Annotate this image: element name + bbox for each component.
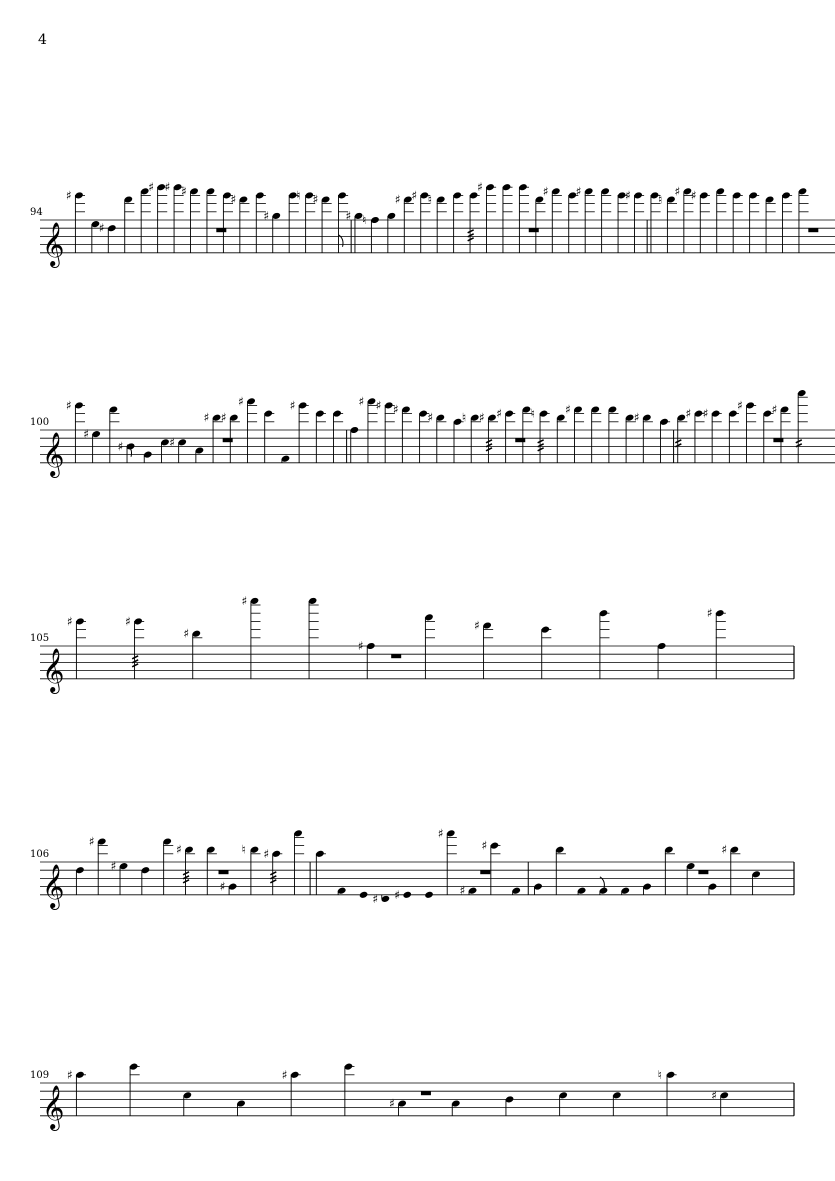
tremolo-slash-icon	[468, 238, 474, 241]
staff-system	[30, 826, 794, 910]
note	[751, 870, 761, 895]
sharp-icon: ♯	[481, 838, 488, 853]
sharp-icon: ♯	[176, 842, 182, 857]
note	[657, 642, 667, 679]
note	[282, 1068, 301, 1116]
note	[118, 439, 136, 462]
sharp-icon: ♯	[164, 180, 171, 195]
note	[608, 405, 619, 462]
note	[708, 883, 718, 895]
sharp-icon: ♯	[66, 188, 72, 203]
sharp-icon: ♯	[474, 618, 480, 633]
note	[181, 184, 200, 253]
note	[568, 191, 579, 252]
note	[141, 866, 151, 895]
sharp-icon: ♯	[125, 614, 131, 629]
tremolo-slash-icon	[270, 872, 276, 875]
sharp-icon: ♯	[238, 394, 244, 409]
note	[290, 398, 309, 462]
sharp-icon: ♯	[625, 188, 631, 203]
note	[659, 418, 670, 463]
note	[576, 184, 595, 253]
note	[599, 877, 609, 895]
note	[263, 209, 281, 253]
note	[308, 597, 319, 679]
sharp-icon: ♯	[345, 208, 352, 223]
sharp-icon: ♯	[281, 1067, 288, 1082]
natural-icon: ♮	[296, 188, 301, 203]
sharp-icon: ♯	[392, 402, 399, 417]
note	[468, 191, 480, 252]
tremolo-slash-icon	[132, 664, 138, 667]
sharp-icon: ♯	[183, 626, 190, 641]
sharp-icon: ♯	[357, 639, 364, 653]
sharp-icon: ♯	[575, 184, 582, 199]
note	[748, 191, 759, 252]
note	[460, 870, 491, 898]
note	[428, 193, 447, 253]
sharp-icon: ♯	[148, 180, 155, 195]
natural-icon: ♮	[241, 842, 246, 857]
notehead	[359, 891, 369, 899]
note	[345, 208, 367, 253]
note	[393, 403, 412, 463]
note	[337, 887, 347, 895]
natural-icon: ♮	[658, 192, 663, 207]
sharp-icon: ♯	[737, 398, 743, 413]
sharp-icon: ♯	[181, 184, 187, 199]
note	[711, 1088, 729, 1116]
treble-clef-icon: 𝄞	[42, 221, 65, 266]
measure-number: 94	[30, 207, 43, 218]
treble-clef-icon: 𝄞	[42, 863, 65, 908]
tremolo-slash-icon	[538, 440, 544, 443]
whole-rest-icon	[515, 438, 525, 442]
sharp-icon: ♯	[565, 402, 571, 417]
note	[781, 191, 792, 252]
whole-rest-icon	[808, 228, 818, 232]
note	[565, 403, 584, 463]
note	[124, 195, 135, 252]
note	[230, 193, 249, 253]
note	[737, 398, 756, 462]
note	[438, 826, 457, 895]
note	[89, 835, 108, 895]
note	[599, 609, 610, 679]
tremolo-slash-icon	[796, 440, 802, 443]
note	[315, 850, 326, 895]
sharp-icon: ♯	[358, 394, 365, 409]
note	[424, 891, 434, 899]
sharp-icon: ♯	[394, 887, 400, 902]
note	[75, 866, 85, 895]
note	[772, 403, 791, 463]
note	[242, 594, 261, 679]
sharp-icon: ♯	[312, 192, 319, 207]
note	[765, 195, 776, 252]
note	[358, 639, 401, 679]
note	[533, 883, 543, 895]
note	[474, 619, 493, 679]
note	[505, 1095, 515, 1115]
tremolo-slash-icon	[132, 656, 138, 659]
note	[376, 398, 395, 462]
sharp-icon: ♯	[88, 834, 95, 849]
note	[238, 394, 257, 463]
note	[162, 837, 173, 894]
sharp-icon: ♯	[477, 180, 483, 195]
note	[143, 451, 153, 463]
sharp-icon: ♯	[98, 221, 105, 236]
sharp-icon: ♯	[771, 402, 778, 417]
music-systems	[30, 180, 835, 1131]
treble-clef-icon: 𝄞	[42, 647, 65, 692]
note	[389, 1091, 431, 1116]
whole-rest-icon	[529, 228, 539, 232]
note	[732, 191, 743, 252]
note	[350, 426, 360, 463]
measure-number: 106	[30, 849, 50, 860]
sharp-icon: ♯	[542, 184, 549, 199]
whole-rest-icon	[216, 228, 226, 232]
tremolo-slash-icon	[183, 872, 189, 875]
tremolo-slash-icon	[468, 230, 474, 233]
sharp-icon: ♯	[711, 1088, 718, 1103]
note	[535, 195, 546, 252]
page-number: 4	[38, 32, 47, 48]
whole-rest-icon	[223, 438, 233, 442]
sharp-icon: ♯	[263, 208, 270, 223]
note	[612, 1091, 622, 1116]
treble-clef-icon: 𝄞	[42, 1084, 65, 1129]
note	[281, 455, 291, 463]
sharp-icon: ♯	[394, 192, 401, 207]
natural-icon: ♮	[427, 192, 433, 207]
sharp-icon: ♯	[427, 410, 434, 425]
sharp-icon: ♯	[685, 406, 692, 421]
measure-number: 109	[30, 1070, 50, 1081]
note	[707, 606, 726, 679]
sharp-icon: ♯	[169, 435, 176, 450]
sharp-icon: ♯	[633, 410, 640, 425]
note	[502, 183, 513, 253]
sharp-icon: ♯	[289, 398, 296, 413]
note	[543, 184, 562, 253]
natural-icon: ♮	[530, 406, 535, 421]
whole-rest-icon	[480, 870, 490, 874]
note	[313, 193, 332, 253]
staff-system	[30, 594, 794, 694]
note	[387, 212, 397, 253]
note	[109, 405, 120, 462]
note	[183, 1091, 193, 1116]
sharp-icon: ♯	[66, 398, 72, 413]
whole-rest-icon	[421, 1091, 431, 1095]
tremolo-slash-icon	[183, 880, 189, 883]
sharp-icon: ♯	[706, 606, 713, 621]
tremolo-slash-icon	[486, 448, 492, 451]
sharp-icon: ♯	[690, 188, 697, 203]
treble-clef-icon: 𝄞	[42, 431, 65, 476]
sharp-icon: ♯	[459, 883, 466, 898]
sharp-icon: ♯	[263, 846, 270, 861]
sharp-icon: ♯	[389, 1096, 395, 1111]
measure-number: 105	[30, 633, 50, 644]
natural-icon: ♮	[362, 213, 367, 227]
note	[263, 847, 282, 895]
whole-rest-icon	[219, 870, 229, 874]
whole-rest-icon	[773, 438, 783, 442]
note	[558, 1091, 568, 1116]
sharp-icon: ♯	[496, 406, 503, 421]
tremolo-slash-icon	[538, 448, 544, 451]
whole-rest-icon	[698, 870, 708, 874]
sharp-icon: ♯	[702, 406, 709, 421]
staff-system	[30, 389, 835, 478]
note	[66, 188, 85, 252]
sharp-icon: ♯	[83, 427, 90, 442]
notehead	[424, 891, 434, 899]
sharp-icon: ♯	[479, 410, 485, 425]
note	[591, 405, 602, 462]
note	[111, 859, 129, 895]
sharp-icon: ♯	[721, 842, 728, 857]
sharp-icon: ♯	[203, 410, 210, 425]
note	[359, 394, 378, 463]
note	[66, 398, 85, 462]
tremolo-slash-icon	[486, 440, 492, 443]
sharp-icon: ♯	[230, 192, 237, 207]
sharp-icon: ♯	[241, 593, 248, 608]
note	[658, 1068, 677, 1116]
note	[83, 427, 101, 463]
sharp-icon: ♯	[219, 879, 226, 894]
note	[796, 389, 808, 463]
sharp-icon: ♯	[117, 439, 124, 454]
note	[169, 435, 187, 463]
note	[220, 880, 238, 895]
note	[511, 887, 521, 895]
sharp-icon: ♯	[67, 614, 73, 629]
note	[125, 614, 144, 678]
note	[67, 614, 86, 678]
note	[625, 188, 644, 252]
sharp-icon: ♯	[220, 410, 227, 425]
sharp-icon: ♯	[375, 398, 382, 413]
tremolo-slash-icon	[675, 440, 681, 443]
sharp-icon: ♯	[437, 826, 444, 841]
note	[477, 180, 496, 253]
sharp-icon: ♯	[67, 1067, 73, 1082]
note	[452, 191, 463, 252]
sharp-icon: ♯	[372, 891, 379, 906]
note	[372, 892, 390, 906]
note	[99, 221, 117, 253]
sharp-icon: ♯	[411, 188, 418, 203]
natural-icon: ♮	[461, 410, 467, 425]
sharp-icon: ♯	[674, 184, 681, 199]
staff-system	[30, 180, 835, 268]
note	[359, 891, 369, 899]
staff-system	[30, 1063, 794, 1131]
tremolo-slash-icon	[270, 880, 276, 883]
measure-number: 100	[30, 417, 50, 428]
note	[658, 193, 677, 253]
whole-rest-icon	[391, 654, 401, 658]
note	[621, 887, 631, 895]
note	[577, 887, 587, 895]
note	[362, 213, 380, 253]
sharp-icon: ♯	[110, 859, 117, 874]
natural-icon: ♮	[657, 1067, 662, 1082]
notehead	[402, 891, 412, 899]
note	[67, 1068, 86, 1116]
note	[691, 188, 710, 252]
note	[642, 883, 652, 895]
